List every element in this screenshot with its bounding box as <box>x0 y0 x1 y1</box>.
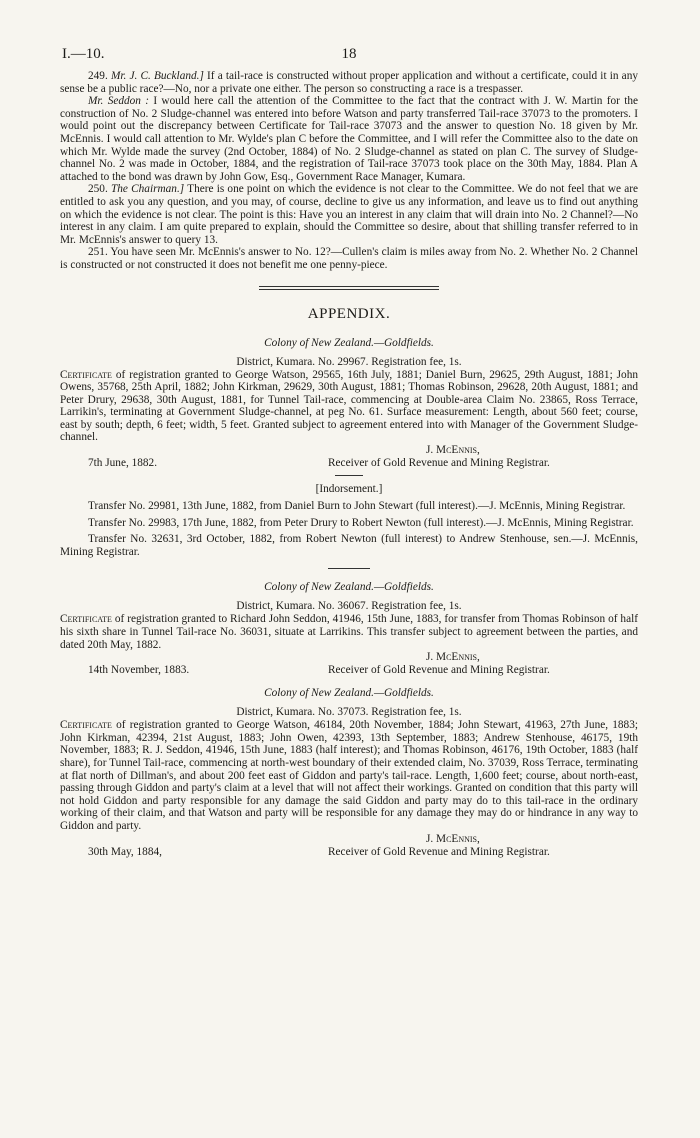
certificate-text <box>60 719 638 832</box>
certificate-29967 <box>60 337 638 559</box>
certificate-date: 14th November, 1883. <box>88 664 190 677</box>
date-row <box>60 457 638 470</box>
certificate-lead: Certificate <box>60 368 112 381</box>
document-page <box>60 46 638 859</box>
signature-row <box>60 651 638 664</box>
speaker: Mr. J. C. Buckland.] <box>110 70 204 82</box>
colony-heading: Colony of New Zealand.—Goldfields. <box>264 687 434 700</box>
section-divider <box>259 286 439 290</box>
signature-row <box>60 444 638 457</box>
certificate-lead: Certificate <box>60 613 112 626</box>
certificate-lead: Certificate <box>60 719 112 732</box>
appendix-title: APPENDIX. <box>307 305 391 322</box>
question-249 <box>60 70 638 95</box>
certificate-body: of registration granted to George Watson, 46184, 20th November, 1884; John Stewart, 41963, 27th June, 1883; John Kirkman, 42394, 21st August, 1883; John Owen, 42393, 13th September, 1883; Andrew Stenhouse, 46175, 19th November, 1883; R. J. Seddon, 41946, 15th June, 1883 (half interest); and Thomas Robinson, 46176, 19th October, 1883 (half share), for Tunnel Tail-race, commencing at north-west boundary of their extended claim, No. 37039, Ross Terrace, terminating at flat north of Dillman's, and about 200 feet east of Giddon and party's tail-race. Length, 1,600 feet; course, about north-east, passing through Giddon and party's claim at a level that will not affect their workings. Granted on condition that this party will not hold Giddon and party responsible for any damage the said Giddon and party may do to this tail-race in the ordinary working of their claim, and that Watson and party will be responsible for any damage they may do or hindrance in any way to Giddon and party. <box>60 719 638 832</box>
transfer-entry: Transfer No. 29981, 13th June, 1882, from Daniel Burn to John Stewart (full interest).—J. McEnnis, Mining Registrar. <box>88 500 626 513</box>
certificate-text <box>60 613 638 651</box>
certificate-body: of registration granted to Richard John Seddon, 41946, 15th June, 1883, for transfer from Thomas Robinson of half his sixth share in Tunnel Tail-race No. 36031, situate at Larrikins. This transfer subject to agreement between the parties, and dated 20th May, 1882. <box>60 613 638 651</box>
question-text: There is one point on which the evidence is not clear to the Committee. We do not feel that we are entitled to ask you any question, and you may, of course, decline to give us any information, and leave us to find out anything on which the evidence is not clear. The point is this: Have you an interest in any claim that will drain into No. 2 Channel?—No interest in any claim. I am quite prepared to explain, should the Committee so desire, about that shilling transfer referred to in Mr. McEnnis's answer to query 13. <box>60 183 638 246</box>
registrar-title: Receiver of Gold Revenue and Mining Registrar. <box>328 845 550 858</box>
signature-row <box>60 833 638 846</box>
question-251: 251. You have seen Mr. McEnnis's answer to No. 12?—Cullen's claim is miles away from No. 2. Whether No. 2 Channel is constructed or not constructed it does not benefit me one penny-piece. <box>60 246 638 271</box>
certificate-text <box>60 369 638 445</box>
speaker: The Chairman.] <box>110 183 185 196</box>
colony-heading: Colony of New Zealand.—Goldfields. <box>264 581 434 594</box>
transfer-entry: Transfer No. 29983, 17th June, 1882, from Peter Drury to Robert Newton (full interest).—J. McEnnis, Mining Registrar. <box>88 516 634 529</box>
question-text: If a tail-race is constructed without proper application and without a certificate, could it in any sense be a public race?—No, nor a private one either. The person so constructing a race is a trespasser. <box>60 70 638 95</box>
section-divider <box>328 568 370 569</box>
transfer-entry: Transfer No. 32631, 3rd October, 1882, from Robert Newton (full interest) to Andrew Stenhouse, sen.—J. McEnnis, Mining Registrar. <box>60 533 638 558</box>
registrar-signature: J. McEnnis, <box>426 651 480 664</box>
district-line: District, Kumara. No. 37073. Registration fee, 1s. <box>236 706 462 719</box>
certificate-date: 30th May, 1884, <box>88 845 162 858</box>
district-line: District, Kumara. No. 36067. Registration fee, 1s. <box>236 600 462 613</box>
question-number: 249. <box>88 70 108 82</box>
short-divider <box>335 475 363 476</box>
registrar-signature: J. McEnnis, <box>426 444 480 457</box>
seddon-statement <box>60 95 638 183</box>
indorsement-heading: [Indorsement.] <box>315 483 383 496</box>
question-250 <box>60 183 638 246</box>
date-row <box>60 846 638 859</box>
speaker: Mr. Seddon : <box>88 95 150 108</box>
certificate-body: of registration granted to George Watson, 29565, 16th July, 1881; Daniel Burn, 29625, 29th August, 1881; John Owens, 35768, 25th April, 1882; John Kirkman, 29629, 30th August, 1881; Thomas Robinson, 29628, 20th August, 1881; and Peter Drury, 29638, 30th August, 1881, for Tunnel Tail-race, commencing at Double-area Claim No. 23865, Ross Terrace, Larrikin's, terminating at Government Sludge-channel, at peg No. 61. Surface measurement: Length, about 560 feet; course, east by south; depth, 6 feet; width, 5 feet. Granted subject to agreement entered into with Manager of the Government Sludge-channel. <box>60 368 638 444</box>
registrar-title: Receiver of Gold Revenue and Mining Registrar. <box>328 664 550 677</box>
page-number: 18 <box>341 46 357 62</box>
question-number: 250. <box>88 183 108 196</box>
certificate-37073 <box>60 687 638 858</box>
registrar-signature: J. McEnnis, <box>426 832 480 845</box>
colony-heading: Colony of New Zealand.—Goldfields. <box>264 336 434 349</box>
certificate-36067 <box>60 581 638 677</box>
certificate-date: 7th June, 1882. <box>88 457 158 470</box>
paper-reference: I.—10. <box>62 46 105 62</box>
district-line: District, Kumara. No. 29967. Registration fee, 1s. <box>236 355 462 368</box>
date-row <box>60 664 638 677</box>
statement-text: I would here call the attention of the Committee to the fact that the contract with J. W. Martin for the construction of No. 2 Sludge-channel was entered into before Watson and party transferred Tail-race 37073 to the promoters. I would point out the discrepancy between Certificate for Tail-race 37073 and the answer to question No. 18 given by Mr. McEnnis. I would call attention to Mr. Wylde's plan C before the Committee, and I will refer the Committee also to the date on which Mr. Wylde made the survey (2nd October, 1884) of No. 2 Sludge-channel as stated on plan C. The survey of Sludge-channel No. 2 was made in October, 1884, and the registration of Tail-race 37073 took place on the 30th May, 1884. Plan A attached to the bond was drawn by John Gow, Esq., Government Race Manager, Kumara. <box>60 95 638 183</box>
registrar-title: Receiver of Gold Revenue and Mining Registrar. <box>328 457 550 470</box>
page-header <box>60 46 638 70</box>
